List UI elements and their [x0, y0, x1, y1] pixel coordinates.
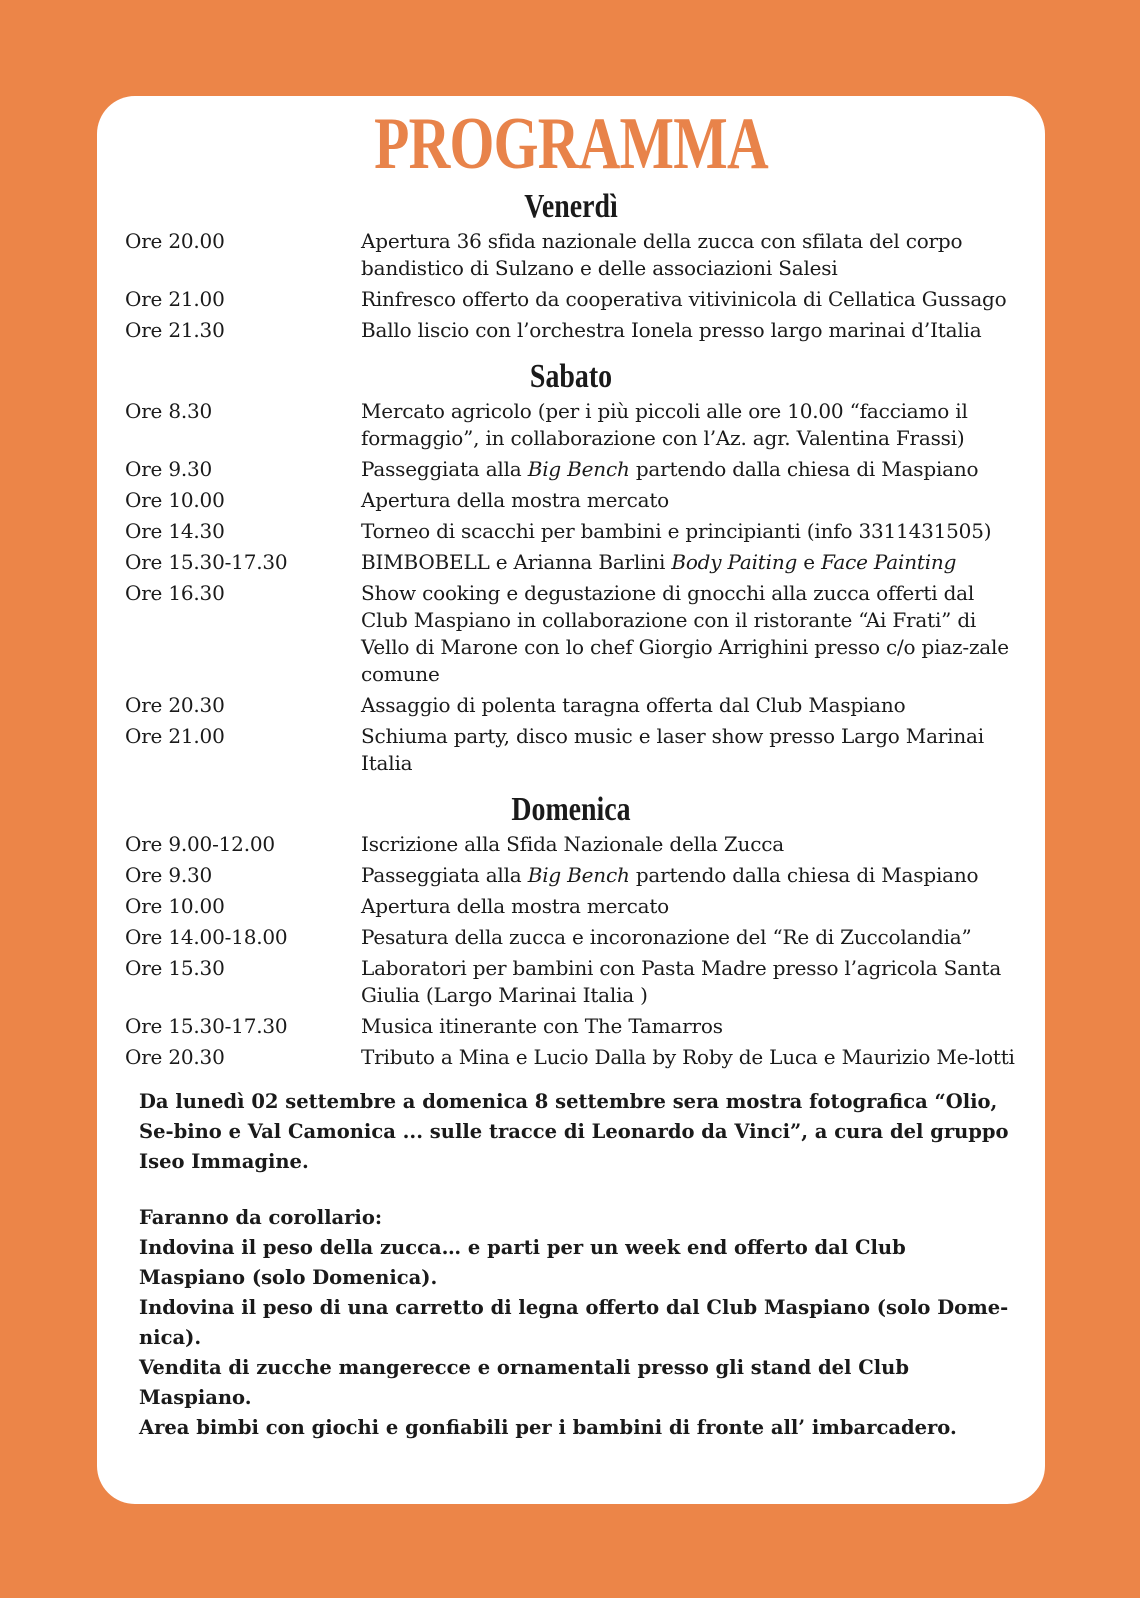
corollary-section — [125, 1203, 1017, 1443]
event-desc-text: Musica itinerante con The Tamarros — [361, 1014, 723, 1038]
event-desc-italic: Big Bench — [527, 457, 630, 481]
event-description — [361, 1013, 1017, 1040]
event-row — [125, 286, 1017, 313]
corollary-list — [139, 1233, 1009, 1443]
event-time: Ore 10.00 — [125, 894, 225, 918]
event-row — [125, 487, 1017, 514]
event-row — [125, 518, 1017, 545]
event-time: Ore 15.30 — [125, 956, 225, 980]
event-desc-italic: Body Paiting — [671, 550, 798, 574]
event-desc-text: partendo dalla chiesa di Maspiano — [629, 863, 979, 887]
event-time: Ore 10.00 — [125, 488, 225, 512]
event-desc-text: Mercato agricolo (per i più piccoli alle ore 10.00 “facciamo il formaggio”, in collaborazione con l’Az. agr. Valentina Frassi) — [361, 399, 968, 450]
event-row — [125, 692, 1017, 719]
program-card — [97, 96, 1045, 1504]
event-time: Ore 9.30 — [125, 457, 213, 481]
corollary-item: Indovina il peso della zucca… e parti per un week end offerto dal Club Maspiano (solo Domenica). — [139, 1236, 906, 1289]
event-description — [361, 286, 1017, 313]
event-desc-text: Laboratori per bambini con Pasta Madre presso l’agricola Santa Giulia (Largo Marinai Italia ) — [361, 956, 1002, 1007]
event-description — [361, 893, 1017, 920]
event-row — [125, 398, 1017, 452]
event-desc-text: Iscrizione alla Sfida Nazionale della Zucca — [361, 832, 784, 856]
event-row — [125, 549, 1017, 576]
event-desc-text: Passeggiata alla — [361, 457, 528, 481]
event-desc-text: Schiuma party, disco music e laser show presso Largo Marinai Italia — [361, 724, 984, 775]
event-row — [125, 228, 1017, 282]
event-desc-text: Pesatura della zucca e incoronazione del “Re di Zuccolandia” — [361, 925, 972, 949]
event-row — [125, 723, 1017, 777]
event-description — [361, 456, 1017, 483]
event-description — [361, 580, 1017, 688]
event-time: Ore 20.00 — [125, 229, 225, 253]
event-time: Ore 15.30-17.30 — [125, 550, 288, 574]
event-description — [361, 862, 1017, 889]
event-row — [125, 831, 1017, 858]
event-desc-text: BIMBOBELL e Arianna Barlini — [361, 550, 672, 574]
event-desc-text: Torneo di scacchi per bambini e principianti (info 3311431505) — [361, 519, 992, 543]
corollary-item: Indovina il peso di una carretto di legna offerto dal Club Maspiano (solo Dome-nica). — [139, 1296, 1009, 1349]
page-title: PROGRAMMA — [374, 103, 768, 185]
event-time: Ore 21.00 — [125, 724, 225, 748]
event-row — [125, 317, 1017, 344]
day-section — [125, 791, 1017, 1071]
schedule — [125, 188, 1017, 1071]
corollary-item: Vendita di zucche mangerecce e ornamentali presso gli stand del Club Maspiano. — [139, 1356, 909, 1409]
event-description — [361, 317, 1017, 344]
event-time: Ore 15.30-17.30 — [125, 1014, 288, 1038]
corollary-item: Area bimbi con giochi e gonfiabili per i bambini di fronte all’ imbarcadero. — [139, 1416, 957, 1439]
event-row — [125, 1044, 1017, 1071]
day-section — [125, 358, 1017, 777]
event-desc-text: Assaggio di polenta taragna offerta dal Club Maspiano — [361, 693, 906, 717]
event-desc-text: e — [797, 550, 822, 574]
event-desc-text: Tributo a Mina e Lucio Dalla by Roby de Luca e Maurizio Me-lotti — [361, 1045, 1015, 1069]
event-row — [125, 924, 1017, 951]
exhibition-note: Da lunedì 02 settembre a domenica 8 settembre sera mostra fotografica “Olio, Se-bino e Val Camonica ... sulle tracce di Leonardo da Vinci”, a cura del gruppo Iseo Immagine. — [139, 1090, 1009, 1173]
event-description — [361, 487, 1017, 514]
day-heading: Domenica — [511, 791, 631, 828]
event-description — [361, 549, 1017, 576]
event-time: Ore 20.30 — [125, 693, 225, 717]
event-description — [361, 692, 1017, 719]
event-time: Ore 9.00-12.00 — [125, 832, 275, 856]
event-row — [125, 1013, 1017, 1040]
day-heading: Venerdì — [524, 188, 618, 225]
event-time: Ore 21.00 — [125, 287, 225, 311]
day-heading: Sabato — [529, 358, 613, 395]
corollary-heading: Faranno da corollario: — [139, 1206, 383, 1229]
event-desc-text: Apertura 36 sfida nazionale della zucca con sfilata del corpo bandistico di Sulzano e delle associazioni Salesi — [361, 229, 963, 280]
event-description — [361, 831, 1017, 858]
event-desc-text: Rinfresco offerto da cooperativa vitivinicola di Cellatica Gussago — [361, 287, 1007, 311]
event-desc-text: Passeggiata alla — [361, 863, 528, 887]
event-desc-italic: Big Bench — [527, 863, 630, 887]
event-description — [361, 518, 1017, 545]
event-desc-italic: Face Painting — [821, 550, 957, 574]
event-row — [125, 456, 1017, 483]
event-time: Ore 9.30 — [125, 863, 213, 887]
event-row — [125, 955, 1017, 1009]
event-time: Ore 20.30 — [125, 1045, 225, 1069]
event-description — [361, 228, 1017, 282]
event-desc-text: Ballo liscio con l’orchestra Ionela presso largo marinai d’Italia — [361, 318, 982, 342]
event-desc-text: Apertura della mostra mercato — [361, 488, 670, 512]
event-time: Ore 14.30 — [125, 519, 225, 543]
event-row — [125, 862, 1017, 889]
event-desc-text: Show cooking e degustazione di gnocchi alla zucca offerti dal Club Maspiano in collaborazione con il ristorante “Ai Frati” di Vello di Marone con lo chef Giorgio Arrighini presso c/o piaz-zale comune — [361, 581, 1009, 686]
event-desc-text: partendo dalla chiesa di Maspiano — [629, 457, 979, 481]
event-time: Ore 16.30 — [125, 581, 225, 605]
day-section — [125, 188, 1017, 344]
event-time: Ore 8.30 — [125, 399, 213, 423]
event-time: Ore 14.00-18.00 — [125, 925, 288, 949]
event-description — [361, 398, 1017, 452]
event-description — [361, 955, 1017, 1009]
event-description — [361, 924, 1017, 951]
event-description — [361, 723, 1017, 777]
event-desc-text: Apertura della mostra mercato — [361, 894, 670, 918]
event-time: Ore 21.30 — [125, 318, 225, 342]
event-row — [125, 893, 1017, 920]
event-row — [125, 580, 1017, 688]
event-description — [361, 1044, 1017, 1071]
